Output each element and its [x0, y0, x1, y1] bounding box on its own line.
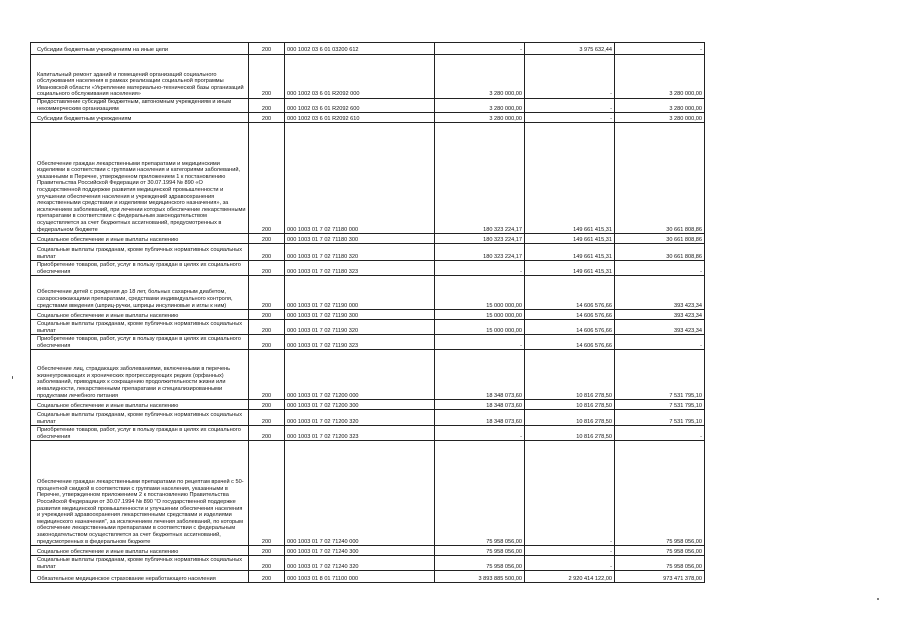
row-approved-amount-cell: - [435, 426, 525, 441]
row-approved-amount-cell: 75 958 056,00 [435, 441, 525, 546]
row-approved-amount-cell: 75 958 056,00 [435, 546, 525, 556]
row-budget-code-cell: 000 1003 01 7 02 71200 000 [285, 350, 435, 400]
row-remaining-amount-cell: 973 471 378,00 [615, 571, 705, 583]
row-executed-amount-cell: 10 816 278,50 [525, 410, 615, 426]
row-name-cell: Субсидии бюджетным учреждениям на иные цели [31, 43, 249, 55]
table-row [31, 335, 705, 350]
row-budget-code-cell: 000 1003 01 7 02 71200 320 [285, 410, 435, 426]
row-executed-amount-cell: 2 920 414 122,00 [525, 571, 615, 583]
row-remaining-amount-cell: 30 661 808,86 [615, 244, 705, 261]
table-row [31, 350, 705, 400]
row-name-cell: Социальное обеспечение и иные выплаты населению [31, 400, 249, 410]
row-executed-amount-cell: 14 606 576,66 [525, 335, 615, 350]
row-budget-code-cell: 000 1003 01 7 02 71240 000 [285, 441, 435, 546]
row-executed-amount-cell: - [525, 99, 615, 113]
row-remaining-amount-cell: 75 958 056,00 [615, 556, 705, 571]
row-budget-code-cell: 000 1002 03 6 01 R2092 600 [285, 99, 435, 113]
row-remaining-amount-cell: 75 958 056,00 [615, 441, 705, 546]
table-row [31, 276, 705, 310]
table-row [31, 546, 705, 556]
row-executed-amount-cell: 149 661 415,31 [525, 244, 615, 261]
row-remaining-amount-cell: 3 280 000,00 [615, 55, 705, 99]
row-name-cell: Обеспечение граждан лекарственными препаратами и медицинскими изделиями в соответствии с группами населения и категориями заболеваний, указанными в Перечне, утвержденном приложением 1 к постановлению Правительства Российской Федерации от 30.07.1994 № 890 «О государственной поддержке развития медицинской промышленности и улучшении обеспечения населения и учреждений здравоохранения лекарственными средствами и изделиями медицинского назначения», за исключением заболеваний, при лечении которых обеспечение лекарственными препаратами в соответствии с федеральным законодательством осуществляется за счет бюджетных ассигнований, предусмотренных в федеральном бюджете [31, 123, 249, 234]
table-row [31, 55, 705, 99]
row-approved-amount-cell: - [435, 43, 525, 55]
row-name-cell: Обеспечение детей с рождения до 18 лет, больных сахарным диабетом, сахароснижающими препаратами, средствами индивидуального контроля, средствами введения (шприц-ручки, шприцы инсулиновые и иглы к ним) [31, 276, 249, 310]
row-name-cell: Субсидии бюджетным учреждениям [31, 113, 249, 123]
row-admin-code-cell: 200 [249, 113, 285, 123]
row-executed-amount-cell: 10 816 278,50 [525, 426, 615, 441]
row-executed-amount-cell: 14 606 576,66 [525, 310, 615, 320]
row-admin-code-cell: 200 [249, 276, 285, 310]
row-budget-code-cell: 000 1003 01 7 02 71190 323 [285, 335, 435, 350]
table-row [31, 426, 705, 441]
row-admin-code-cell: 200 [249, 546, 285, 556]
row-executed-amount-cell: 149 661 415,31 [525, 234, 615, 244]
table-row [31, 556, 705, 571]
row-executed-amount-cell: 149 661 415,31 [525, 123, 615, 234]
table-row [31, 261, 705, 276]
table-row [31, 410, 705, 426]
row-approved-amount-cell: 3 280 000,00 [435, 113, 525, 123]
row-admin-code-cell: 200 [249, 571, 285, 583]
row-executed-amount-cell: 3 975 632,44 [525, 43, 615, 55]
row-approved-amount-cell: 180 323 224,17 [435, 244, 525, 261]
row-executed-amount-cell: 149 661 415,31 [525, 261, 615, 276]
row-admin-code-cell: 200 [249, 234, 285, 244]
row-budget-code-cell: 000 1002 03 6 01 R2092 610 [285, 113, 435, 123]
table-row [31, 244, 705, 261]
row-admin-code-cell: 200 [249, 244, 285, 261]
row-budget-code-cell: 000 1002 03 6 01 R2092 000 [285, 55, 435, 99]
row-name-cell: Социальное обеспечение и иные выплаты населению [31, 546, 249, 556]
row-approved-amount-cell: 15 000 000,00 [435, 310, 525, 320]
row-budget-code-cell: 000 1003 01 7 02 71180 000 [285, 123, 435, 234]
scan-speck [12, 376, 13, 379]
row-remaining-amount-cell: - [615, 426, 705, 441]
row-approved-amount-cell: - [435, 335, 525, 350]
row-budget-code-cell: 000 1003 01 7 02 71200 300 [285, 400, 435, 410]
row-remaining-amount-cell: 3 280 000,00 [615, 99, 705, 113]
row-approved-amount-cell: 18 348 073,60 [435, 350, 525, 400]
row-admin-code-cell: 200 [249, 99, 285, 113]
row-budget-code-cell: 000 1002 03 6 01 03200 612 [285, 43, 435, 55]
row-budget-code-cell: 000 1003 01 7 02 71180 320 [285, 244, 435, 261]
row-admin-code-cell: 200 [249, 441, 285, 546]
row-approved-amount-cell: 180 323 224,17 [435, 234, 525, 244]
row-name-cell: Приобретение товаров, работ, услуг в пользу граждан в целях их социального обеспечения [31, 261, 249, 276]
row-executed-amount-cell: - [525, 546, 615, 556]
row-remaining-amount-cell: 3 280 000,00 [615, 113, 705, 123]
row-admin-code-cell: 200 [249, 410, 285, 426]
row-approved-amount-cell: 15 000 000,00 [435, 276, 525, 310]
row-name-cell: Обязательное медицинское страхование неработающего населения [31, 571, 249, 583]
row-name-cell: Социальные выплаты гражданам, кроме публичных нормативных социальных выплат [31, 410, 249, 426]
row-executed-amount-cell: - [525, 113, 615, 123]
row-executed-amount-cell: 10 816 278,50 [525, 350, 615, 400]
budget-table [30, 42, 705, 583]
row-admin-code-cell: 200 [249, 43, 285, 55]
table-row [31, 99, 705, 113]
row-executed-amount-cell: 14 606 576,66 [525, 320, 615, 335]
row-executed-amount-cell: 14 606 576,66 [525, 276, 615, 310]
row-budget-code-cell: 000 1003 01 7 02 71240 300 [285, 546, 435, 556]
row-name-cell: Социальные выплаты гражданам, кроме публичных нормативных социальных выплат [31, 320, 249, 335]
row-budget-code-cell: 000 1003 01 7 02 71190 320 [285, 320, 435, 335]
row-executed-amount-cell: - [525, 556, 615, 571]
row-budget-code-cell: 000 1003 01 7 02 71180 323 [285, 261, 435, 276]
table-row [31, 400, 705, 410]
table-row [31, 43, 705, 55]
row-admin-code-cell: 200 [249, 310, 285, 320]
row-name-cell: Социальные выплаты гражданам, кроме публичных нормативных социальных выплат [31, 244, 249, 261]
row-admin-code-cell: 200 [249, 123, 285, 234]
table-row [31, 234, 705, 244]
row-approved-amount-cell: - [435, 261, 525, 276]
row-name-cell: Социальное обеспечение и иные выплаты населению [31, 234, 249, 244]
row-approved-amount-cell: 75 958 056,00 [435, 556, 525, 571]
row-admin-code-cell: 200 [249, 556, 285, 571]
row-admin-code-cell: 200 [249, 261, 285, 276]
row-admin-code-cell: 200 [249, 426, 285, 441]
row-budget-code-cell: 000 1003 01 8 01 71100 000 [285, 571, 435, 583]
row-name-cell: Обеспечение лиц, страдающих заболеваниями, включенными в перечень жизнеугрожающих и хронических прогрессирующих редких (орфанных) заболеваний, приводящих к сокращению продолжительности жизни или инвалидности, лекарственными препаратами и специализированными продуктами лечебного питания [31, 350, 249, 400]
row-remaining-amount-cell: 393 423,34 [615, 310, 705, 320]
row-admin-code-cell: 200 [249, 320, 285, 335]
row-remaining-amount-cell: 75 958 056,00 [615, 546, 705, 556]
budget-table-body [31, 43, 705, 583]
row-approved-amount-cell: 18 348 073,60 [435, 400, 525, 410]
table-row [31, 113, 705, 123]
table-row [31, 320, 705, 335]
row-executed-amount-cell: - [525, 441, 615, 546]
row-approved-amount-cell: 18 348 073,60 [435, 410, 525, 426]
row-name-cell: Приобретение товаров, работ, услуг в пользу граждан в целях их социального обеспечения [31, 426, 249, 441]
row-remaining-amount-cell: 30 661 808,86 [615, 234, 705, 244]
row-remaining-amount-cell: - [615, 335, 705, 350]
budget-report-sheet [30, 42, 704, 583]
row-remaining-amount-cell: - [615, 43, 705, 55]
row-approved-amount-cell: 15 000 000,00 [435, 320, 525, 335]
row-approved-amount-cell: 180 323 224,17 [435, 123, 525, 234]
row-remaining-amount-cell: 7 531 795,10 [615, 400, 705, 410]
row-admin-code-cell: 200 [249, 350, 285, 400]
row-budget-code-cell: 000 1003 01 7 02 71180 300 [285, 234, 435, 244]
row-name-cell: Предоставление субсидий бюджетным, автономным учреждениям и иным некоммерческим организациям [31, 99, 249, 113]
row-approved-amount-cell: 3 280 000,00 [435, 99, 525, 113]
scan-speck [877, 598, 879, 600]
row-admin-code-cell: 200 [249, 55, 285, 99]
table-row [31, 571, 705, 583]
table-row [31, 441, 705, 546]
row-admin-code-cell: 200 [249, 335, 285, 350]
row-name-cell: Обеспечение граждан лекарственными препаратами по рецептам врачей с 50-процентной скидкой в соответствии с группами населения, указанными в Перечне, утвержденном приложением 2 к постановлению Правительства Российской Федерации от 30.07.1994 № 890 "О государственной поддержке развития медицинской промышленности и улучшении обеспечения населения и учреждений здравоохранения лекарственными средствами и изделиями медицинского назначения", за исключением лечения заболеваний, по которым обеспечение лекарственными препаратами в соответствии с федеральным законодательством осуществляется за счет бюджетных ассигнований, предусмотренных в федеральном бюджете [31, 441, 249, 546]
row-budget-code-cell: 000 1003 01 7 02 71190 000 [285, 276, 435, 310]
row-approved-amount-cell: 3 280 000,00 [435, 55, 525, 99]
row-budget-code-cell: 000 1003 01 7 02 71200 323 [285, 426, 435, 441]
row-name-cell: Социальное обеспечение и иные выплаты населению [31, 310, 249, 320]
row-executed-amount-cell: - [525, 55, 615, 99]
row-remaining-amount-cell: 7 531 795,10 [615, 350, 705, 400]
row-name-cell: Социальные выплаты гражданам, кроме публичных нормативных социальных выплат [31, 556, 249, 571]
row-budget-code-cell: 000 1003 01 7 02 71190 300 [285, 310, 435, 320]
row-remaining-amount-cell: 7 531 795,10 [615, 410, 705, 426]
row-remaining-amount-cell: 30 661 808,86 [615, 123, 705, 234]
row-remaining-amount-cell: 393 423,34 [615, 276, 705, 310]
table-row [31, 310, 705, 320]
table-row [31, 123, 705, 234]
row-name-cell: Капитальный ремонт зданий и помещений организаций социального обслуживания населения в рамках реализации социальной программы Ивановской области «Укрепление материально-технической базы организаций социального обслуживания населения» [31, 55, 249, 99]
row-approved-amount-cell: 3 893 885 500,00 [435, 571, 525, 583]
row-admin-code-cell: 200 [249, 400, 285, 410]
row-executed-amount-cell: 10 816 278,50 [525, 400, 615, 410]
row-remaining-amount-cell: 393 423,34 [615, 320, 705, 335]
row-budget-code-cell: 000 1003 01 7 02 71240 320 [285, 556, 435, 571]
row-remaining-amount-cell: - [615, 261, 705, 276]
row-name-cell: Приобретение товаров, работ, услуг в пользу граждан в целях их социального обеспечения [31, 335, 249, 350]
